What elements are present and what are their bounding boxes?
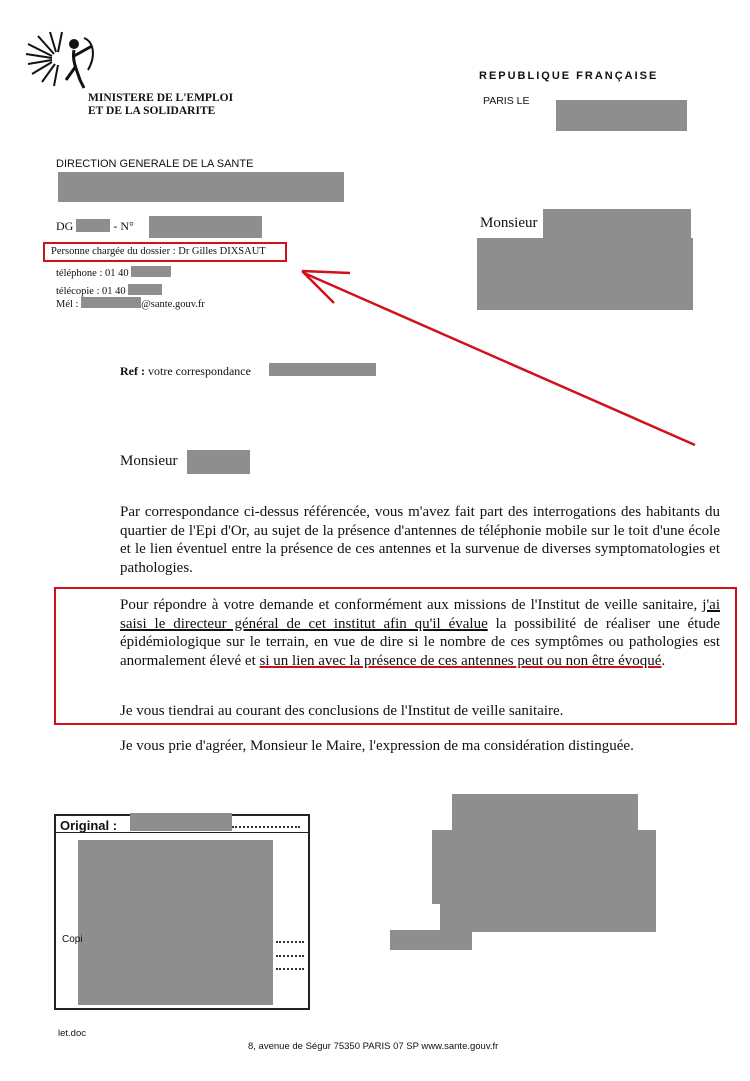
footer-address: 8, avenue de Ségur 75350 PARIS 07 SP www.sante.gouv.fr — [248, 1041, 499, 1052]
redacted-dg-code — [76, 219, 110, 232]
original-label: Original : — [60, 818, 118, 833]
salutation: Monsieur — [120, 453, 178, 469]
redacted-addressee-name — [543, 209, 691, 238]
direction-heading: DIRECTION GENERALE DE LA SANTE — [56, 158, 254, 170]
p2-intro: Pour répondre à votre demande et conformément aux missions de l'Institut de veille sanitaire, — [120, 597, 703, 613]
dotted-line — [276, 955, 304, 957]
date-label: PARIS LE — [483, 95, 530, 107]
redacted-signature — [440, 904, 656, 932]
reference-line — [120, 364, 251, 379]
copies-label: Copi — [62, 934, 83, 945]
person-in-charge-box: Personne chargée du dossier : Dr Gilles DIXSAUT — [43, 242, 287, 262]
redacted-ref-date — [269, 363, 376, 376]
redacted-telephone — [131, 266, 171, 277]
box-divider — [56, 832, 308, 833]
fax-label: télécopie : 01 40 — [56, 286, 126, 297]
reference-number — [56, 219, 134, 234]
ministry-line-2: ET DE LA SOLIDARITE — [88, 105, 216, 117]
redacted-dg-number — [149, 216, 262, 238]
telephone-label: téléphone : 01 40 — [56, 268, 129, 279]
redacted-signature — [390, 930, 472, 950]
telephone-line — [56, 266, 171, 279]
redacted-original-recipient — [130, 813, 232, 831]
addressee: Monsieur — [480, 215, 538, 231]
email-domain: @sante.gouv.fr — [141, 299, 205, 310]
dotted-line — [276, 941, 304, 943]
redacted-email-user — [81, 297, 141, 308]
redacted-sub-direction — [58, 172, 344, 202]
email-line — [56, 297, 205, 310]
ministry-line-1: MINISTERE DE L'EMPLOI — [88, 92, 234, 104]
annotation-arrow — [290, 255, 710, 455]
redacted-date — [556, 100, 687, 131]
p2-end: . — [661, 652, 666, 669]
p2-underlined-lien: si un lien avec la présence de ces antennes peut ou non être évoqué — [259, 652, 662, 669]
ref-label: Ref : — [120, 364, 145, 378]
ref-text: votre correspondance — [147, 364, 251, 378]
dotted-line — [232, 826, 300, 828]
dotted-line — [276, 968, 304, 970]
ministry-name — [88, 92, 233, 118]
fax-line — [56, 284, 162, 297]
paragraph-4: Je vous prie d'agréer, Monsieur le Maire, l'expression de ma considération distinguée. — [120, 738, 634, 754]
p2-underlined-saisi: j'ai saisi le directeur général de cet institut afin qu'il évalue — [120, 597, 720, 632]
file-name: let.doc — [58, 1028, 86, 1039]
paragraph-1: Par correspondance ci-dessus référencée, vous m'avez fait part des interrogations des habitants du quartier de l'Epi d'Or, au sujet de la présence d'antennes de téléphonie mobile sur le toit d'une école et le lien éventuel entre la présence de ces antennes et la survenue de diverses symptomatologies et pathologies. — [120, 504, 720, 576]
paragraph-3: Je vous tiendrai au courant des conclusions de l'Institut de veille sanitaire. — [120, 703, 564, 719]
p2-middle: la possibilité de réaliser une étude épidémiologique sur le terrain, en vue de dire si le nombre de ces symptômes ou pathologies est anormalement élevé et — [120, 615, 720, 669]
redacted-salutation-name — [187, 450, 250, 474]
republique-heading: REPUBLIQUE FRANÇAISE — [479, 70, 659, 82]
redacted-signature — [432, 830, 656, 904]
redacted-signature — [452, 794, 638, 830]
email-label: Mél : — [56, 299, 79, 310]
redacted-recipient-list — [78, 840, 273, 1005]
ministry-logo — [22, 30, 102, 92]
paragraph-2 — [120, 596, 720, 670]
dg-prefix: DG — [56, 219, 74, 233]
redacted-fax — [128, 284, 162, 295]
dg-number-label: - N° — [113, 219, 134, 233]
